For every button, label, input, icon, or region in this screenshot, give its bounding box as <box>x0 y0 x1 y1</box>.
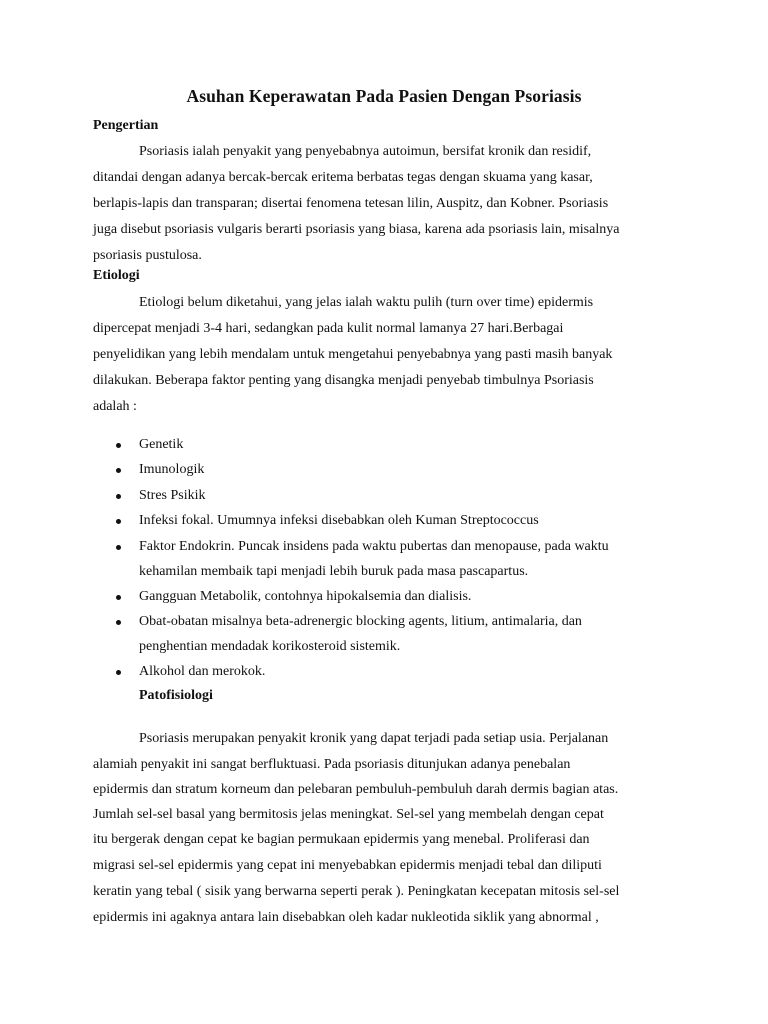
list-item-text: Stres Psikik <box>139 488 206 503</box>
bullet-icon <box>116 545 121 550</box>
paragraph-line: itu bergerak dengan cepat ke bagian permukaan epidermis yang menebal. Proliferasi dan <box>93 832 590 847</box>
paragraph-line: Jumlah sel-sel basal yang bermitosis jelas meningkat. Sel-sel yang membelah dengan cepat <box>93 807 604 822</box>
paragraph-line: epidermis ini agaknya antara lain disebabkan oleh kadar nukleotida siklik yang abnormal , <box>93 910 599 925</box>
paragraph-line: penyelidikan yang lebih mendalam untuk mengetahui penyebabnya yang pasti masih banyak <box>93 347 613 362</box>
list-item-text: Alkohol dan merokok. <box>139 664 266 679</box>
paragraph-line: Etiologi belum diketahui, yang jelas ialah waktu pulih (turn over time) epidermis <box>139 295 594 310</box>
list-item-text: Genetik <box>139 437 184 452</box>
paragraph-line: dipercepat menjadi 3-4 hari, sedangkan pada kulit normal lamanya 27 hari.Berbagai <box>93 321 564 336</box>
list-item-text: Faktor Endokrin. Puncak insidens pada waktu pubertas dan menopause, pada waktu <box>139 539 609 554</box>
paragraph-line: ditandai dengan adanya bercak-bercak eritema berbatas tegas dengan skuama yang kasar, <box>93 170 593 185</box>
bullet-icon <box>116 519 121 524</box>
document-title: Asuhan Keperawatan Pada Pasien Dengan Psoriasis <box>186 86 582 106</box>
bullet-icon <box>116 620 121 625</box>
paragraph-line: juga disebut psoriasis vulgaris berarti psoriasis yang biasa, karena ada psoriasis lain, misalnya <box>93 222 620 237</box>
bullet-icon <box>116 494 121 499</box>
list-item-text: Infeksi fokal. Umumnya infeksi disebabkan oleh Kuman Streptococcus <box>139 513 539 528</box>
bullet-icon <box>116 443 121 448</box>
heading-etiologi: Etiologi <box>93 268 140 283</box>
paragraph-line: Psoriasis ialah penyakit yang penyebabnya autoimun, bersifat kronik dan residif, <box>139 144 592 159</box>
paragraph-line: dilakukan. Beberapa faktor penting yang disangka menjadi penyebab timbulnya Psoriasis <box>93 373 594 388</box>
list-item-text: penghentian mendadak korikosteroid sistemik. <box>139 639 401 654</box>
heading-pengertian: Pengertian <box>93 118 159 133</box>
paragraph-line: alamiah penyakit ini sangat berfluktuasi. Pada psoriasis ditunjukan adanya penebalan <box>93 757 571 772</box>
bullet-icon <box>116 670 121 675</box>
bullet-icon <box>116 468 121 473</box>
paragraph-line: adalah : <box>93 399 137 414</box>
paragraph-line: keratin yang tebal ( sisik yang berwarna seperti perak ). Peningkatan kecepatan mitosis sel-sel <box>93 884 620 899</box>
list-item-text: kehamilan membaik tapi menjadi lebih buruk pada masa pascapartus. <box>139 564 529 579</box>
paragraph-line: epidermis dan stratum korneum dan pelebaran pembuluh-pembuluh darah dermis bagian atas. <box>93 782 619 797</box>
paragraph-line: Psoriasis merupakan penyakit kronik yang dapat terjadi pada setiap usia. Perjalanan <box>139 731 609 746</box>
list-item-text: Obat-obatan misalnya beta-adrenergic blocking agents, litium, antimalaria, dan <box>139 614 582 629</box>
bullet-icon <box>116 595 121 600</box>
heading-patofisiologi: Patofisiologi <box>139 688 213 703</box>
paragraph-line: berlapis-lapis dan transparan; disertai fenomena tetesan lilin, Auspitz, dan Kobner. Psoriasis <box>93 196 609 211</box>
paragraph-line: migrasi sel-sel epidermis yang cepat ini menyebabkan epidermis menjadi tebal dan diliputi <box>93 858 602 873</box>
list-item-text: Gangguan Metabolik, contohnya hipokalsemia dan dialisis. <box>139 589 472 604</box>
paragraph-line: psoriasis pustulosa. <box>93 248 202 263</box>
list-item-text: Imunologik <box>139 462 205 477</box>
